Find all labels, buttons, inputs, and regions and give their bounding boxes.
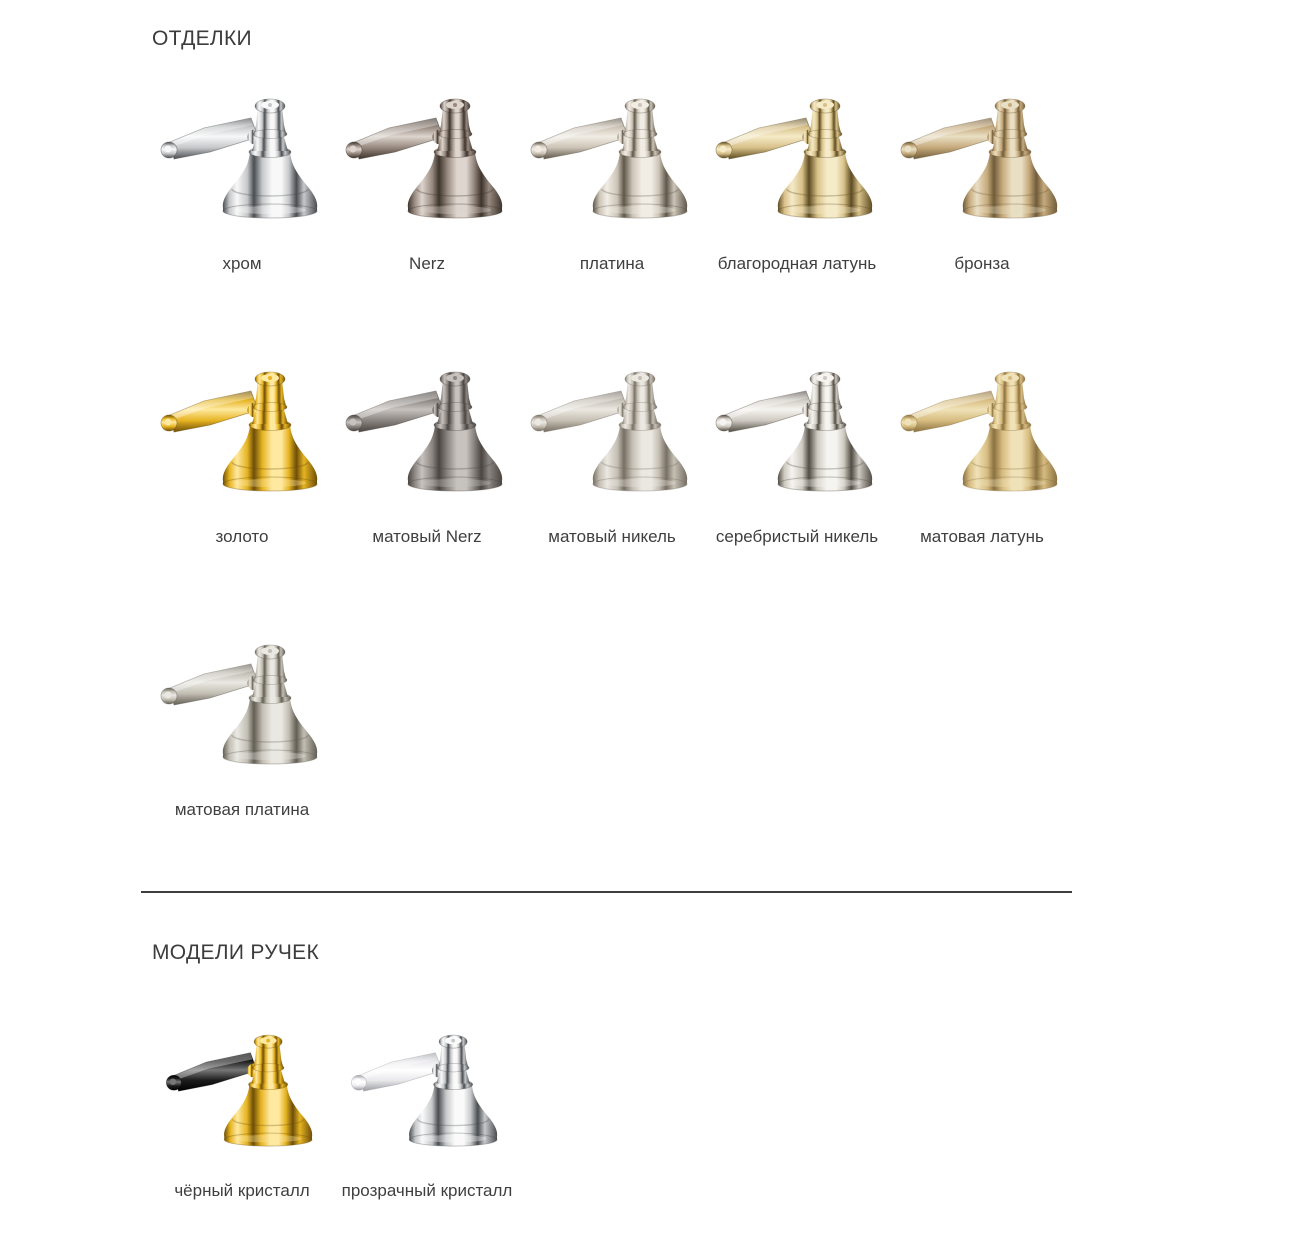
handle-image [522,85,702,235]
handle-image [707,358,887,508]
finish-tile [152,358,332,631]
finish-tile [707,85,887,358]
faucet-handle-graphic [707,85,887,235]
handle-image [892,358,1072,508]
tile-label: чёрный кристалл [174,1181,310,1200]
finish-tile [152,85,332,358]
faucet-handle-graphic [152,1022,332,1162]
finish-tile [892,85,1072,358]
faucet-handle-graphic [152,358,332,508]
finish-tile [522,358,702,631]
handle-image [337,85,517,235]
handle-model-tile [337,1022,517,1208]
handle-image [892,85,1072,235]
handle-image [152,85,332,235]
tile-label: серебристый никель [715,527,879,546]
handle-image [152,358,332,508]
faucet-handle-graphic [522,85,702,235]
handle-models-title: МОДЕЛИ РУЧЕК [152,941,320,964]
handle-image [707,85,887,235]
tile-label: благородная латунь [717,254,877,273]
faucet-handle-graphic [152,85,332,235]
finishes-grid [152,85,1309,827]
faucet-handle-graphic [152,631,332,781]
faucet-handle-graphic [707,358,887,508]
tile-label: бронза [954,254,1010,273]
finish-tile [707,358,887,631]
faucet-handle-graphic [522,358,702,508]
faucet-handle-graphic [337,85,517,235]
handle-models-grid [152,1022,1309,1208]
section-divider [141,891,1072,893]
handle-image [337,358,517,508]
tile-label: матовая платина [174,800,310,819]
faucet-handle-graphic [337,1022,517,1162]
tile-label: матовая латунь [920,527,1044,546]
tile-label: хром [222,254,262,273]
handle-image [337,1022,517,1162]
finish-tile [892,358,1072,631]
tile-label: матовый Nerz [372,527,482,546]
faucet-handle-graphic [892,358,1072,508]
handle-image [152,1022,332,1162]
faucet-handle-graphic [892,85,1072,235]
tile-label: прозрачный кристалл [341,1181,513,1200]
finishes-section [152,26,1309,827]
tile-label: Nerz [409,254,445,273]
handle-image [522,358,702,508]
handle-model-tile [152,1022,332,1208]
finish-tile [337,85,517,358]
finish-tile [337,358,517,631]
handle-models-section [152,940,1309,1208]
tile-label: платина [579,254,645,273]
finish-tile [522,85,702,358]
tile-label: золото [215,527,269,546]
finish-tile [152,631,332,827]
finishes-title: ОТДЕЛКИ [152,27,252,50]
handle-image [152,631,332,781]
faucet-handle-graphic [337,358,517,508]
tile-label: матовый никель [548,527,676,546]
